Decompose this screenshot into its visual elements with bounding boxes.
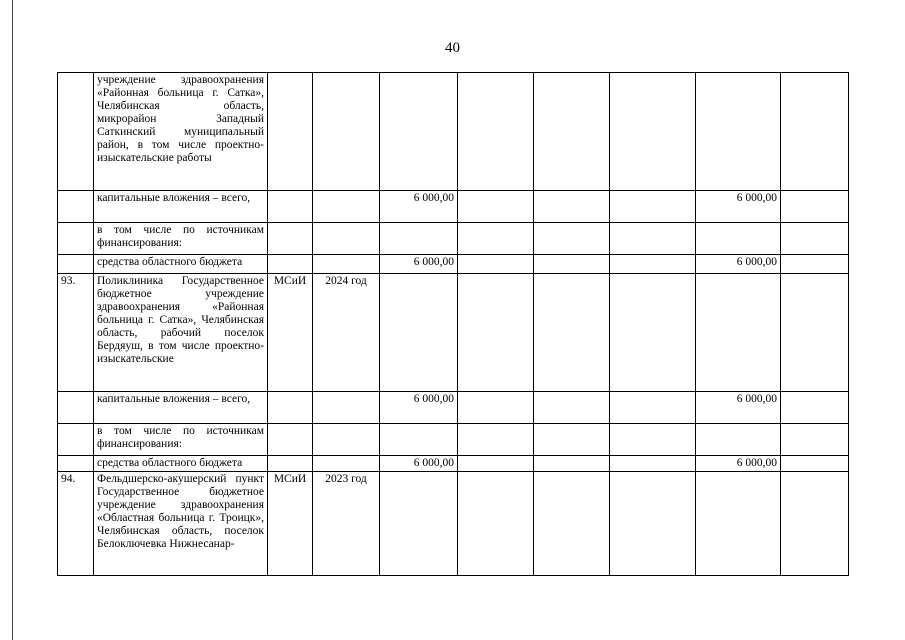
row-amount-col8 bbox=[610, 424, 696, 456]
row-number bbox=[58, 392, 94, 424]
row-responsible-org bbox=[268, 223, 313, 255]
table-row bbox=[58, 424, 849, 456]
row-amount-col6 bbox=[458, 73, 534, 191]
page-left-border bbox=[12, 0, 13, 640]
row-year bbox=[313, 73, 380, 191]
row-amount-col9: 6 000,00 bbox=[696, 255, 781, 274]
row-amount-total: 6 000,00 bbox=[380, 456, 458, 472]
row-amount-col8 bbox=[610, 274, 696, 392]
row-amount-total: 6 000,00 bbox=[380, 191, 458, 223]
row-number bbox=[58, 456, 94, 472]
row-amount-col8 bbox=[610, 392, 696, 424]
table-row bbox=[58, 472, 849, 576]
row-number bbox=[58, 424, 94, 456]
row-amount-col10 bbox=[781, 73, 849, 191]
financing-table bbox=[57, 72, 849, 576]
row-amount-total bbox=[380, 424, 458, 456]
row-responsible-org bbox=[268, 456, 313, 472]
table-row bbox=[58, 223, 849, 255]
row-amount-col6 bbox=[458, 274, 534, 392]
row-description: Фельдшерско-акушерский пункт Государственное бюджетное учреждение здравоохранения «Областная больница г. Троицк», Челябинская область, поселок Белоключевка Нижнесанар- bbox=[94, 472, 268, 576]
row-amount-col6 bbox=[458, 392, 534, 424]
row-year bbox=[313, 191, 380, 223]
row-amount-col10 bbox=[781, 191, 849, 223]
row-amount-col7 bbox=[534, 472, 610, 576]
table-row bbox=[58, 191, 849, 223]
table-row bbox=[58, 392, 849, 424]
row-amount-total bbox=[380, 274, 458, 392]
row-amount-col7 bbox=[534, 274, 610, 392]
row-responsible-org: МСиИ bbox=[268, 472, 313, 576]
row-amount-col6 bbox=[458, 424, 534, 456]
row-amount-col6 bbox=[458, 255, 534, 274]
row-amount-col10 bbox=[781, 223, 849, 255]
row-amount-col7 bbox=[534, 255, 610, 274]
row-amount-total bbox=[380, 73, 458, 191]
row-amount-col9: 6 000,00 bbox=[696, 392, 781, 424]
row-amount-col9 bbox=[696, 472, 781, 576]
row-description: средства областного бюджета bbox=[94, 456, 268, 472]
row-amount-col9 bbox=[696, 424, 781, 456]
row-amount-col10 bbox=[781, 392, 849, 424]
row-responsible-org bbox=[268, 255, 313, 274]
row-amount-col7 bbox=[534, 73, 610, 191]
row-year bbox=[313, 223, 380, 255]
row-year bbox=[313, 255, 380, 274]
row-year bbox=[313, 424, 380, 456]
row-amount-col8 bbox=[610, 191, 696, 223]
row-description: капитальные вложения – всего, bbox=[94, 392, 268, 424]
row-responsible-org: МСиИ bbox=[268, 274, 313, 392]
table-row bbox=[58, 456, 849, 472]
row-amount-col7 bbox=[534, 191, 610, 223]
table-row bbox=[58, 73, 849, 191]
row-amount-col9: 6 000,00 bbox=[696, 456, 781, 472]
row-amount-total: 6 000,00 bbox=[380, 255, 458, 274]
table-row bbox=[58, 274, 849, 392]
page-number: 40 bbox=[445, 40, 460, 56]
row-year bbox=[313, 456, 380, 472]
row-amount-col8 bbox=[610, 456, 696, 472]
row-amount-col8 bbox=[610, 73, 696, 191]
row-amount-col10 bbox=[781, 456, 849, 472]
row-year: 2023 год bbox=[313, 472, 380, 576]
row-number: 93. bbox=[58, 274, 94, 392]
row-responsible-org bbox=[268, 392, 313, 424]
row-amount-col9: 6 000,00 bbox=[696, 191, 781, 223]
row-amount-col6 bbox=[458, 191, 534, 223]
row-amount-col6 bbox=[458, 456, 534, 472]
row-amount-col10 bbox=[781, 274, 849, 392]
row-responsible-org bbox=[268, 424, 313, 456]
row-number bbox=[58, 191, 94, 223]
row-amount-total bbox=[380, 223, 458, 255]
row-amount-col6 bbox=[458, 223, 534, 255]
row-amount-col9 bbox=[696, 274, 781, 392]
row-amount-col8 bbox=[610, 223, 696, 255]
row-amount-col7 bbox=[534, 223, 610, 255]
row-amount-col8 bbox=[610, 472, 696, 576]
row-description: в том числе по источникам финансирования: bbox=[94, 424, 268, 456]
row-responsible-org bbox=[268, 191, 313, 223]
row-amount-total bbox=[380, 472, 458, 576]
row-amount-col9 bbox=[696, 73, 781, 191]
row-number bbox=[58, 223, 94, 255]
row-amount-col7 bbox=[534, 456, 610, 472]
row-amount-total: 6 000,00 bbox=[380, 392, 458, 424]
row-amount-col10 bbox=[781, 472, 849, 576]
row-year bbox=[313, 392, 380, 424]
row-description: капитальные вложения – всего, bbox=[94, 191, 268, 223]
row-amount-col9 bbox=[696, 223, 781, 255]
row-amount-col10 bbox=[781, 424, 849, 456]
row-description: Поликлиника Государственное бюджетное учреждение здравоохранения «Районная больница г. Сатка», Челябинская область, рабочий поселок Бердяуш, в том числе проектно-изыскательские bbox=[94, 274, 268, 392]
row-amount-col8 bbox=[610, 255, 696, 274]
row-description: в том числе по источникам финансирования: bbox=[94, 223, 268, 255]
table-row bbox=[58, 255, 849, 274]
row-amount-col7 bbox=[534, 392, 610, 424]
row-amount-col7 bbox=[534, 424, 610, 456]
row-description: учреждение здравоохранения «Районная больница г. Сатка», Челябинская область, микрорайон Западный Саткинский муниципальный район, в том числе проектно-изыскательские работы bbox=[94, 73, 268, 191]
row-description: средства областного бюджета bbox=[94, 255, 268, 274]
row-year: 2024 год bbox=[313, 274, 380, 392]
row-responsible-org bbox=[268, 73, 313, 191]
row-amount-col6 bbox=[458, 472, 534, 576]
row-number: 94. bbox=[58, 472, 94, 576]
row-number bbox=[58, 255, 94, 274]
row-amount-col10 bbox=[781, 255, 849, 274]
row-number bbox=[58, 73, 94, 191]
